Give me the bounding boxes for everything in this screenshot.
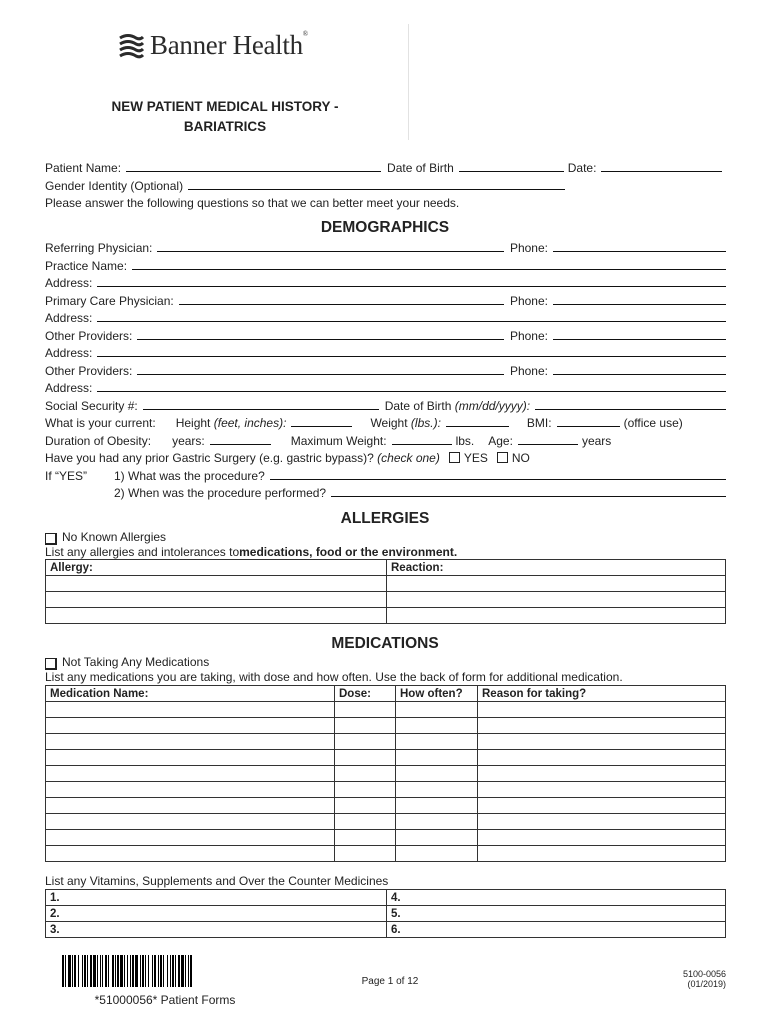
- dose-cell[interactable]: [335, 750, 396, 766]
- patient-name-row: Patient Name: Date of Birth Date:: [45, 159, 726, 175]
- how-often-cell[interactable]: [396, 766, 478, 782]
- obesity-years-field[interactable]: [210, 444, 271, 445]
- other-providers-phone-field[interactable]: [553, 339, 726, 340]
- address-row-1: Address:: [45, 274, 726, 290]
- table-header-row: [46, 686, 726, 702]
- reason-cell[interactable]: [478, 734, 726, 750]
- referring-physician-field[interactable]: [157, 251, 504, 252]
- how-often-cell[interactable]: [396, 798, 478, 814]
- reaction-cell[interactable]: [387, 608, 726, 624]
- obesity-row: Duration of Obesity: years: Maximum Weight: lbs. Age: years: [45, 434, 612, 448]
- medications-instructions: List any medications you are taking, with dose and how often. Use the back of form for additional medication.: [45, 670, 623, 684]
- referring-phone-field[interactable]: [553, 251, 726, 252]
- reason-cell[interactable]: [478, 798, 726, 814]
- no-known-allergies-option[interactable]: No Known Allergies: [45, 528, 726, 544]
- table-row: [46, 814, 726, 830]
- other-providers-phone-field[interactable]: [553, 374, 726, 375]
- vitamin-cell[interactable]: 1.: [46, 890, 387, 906]
- no-checkbox[interactable]: [497, 452, 508, 463]
- table-row: [46, 846, 726, 862]
- height-field[interactable]: [291, 426, 352, 427]
- table-header-row: [46, 560, 726, 576]
- address-field[interactable]: [97, 321, 726, 322]
- address-row-4: Address:: [45, 379, 726, 395]
- yes-option[interactable]: YES: [449, 451, 488, 465]
- medication-name-cell[interactable]: [46, 734, 335, 750]
- current-measurements-row: What is your current: Height (feet, inches): Weight (lbs.): BMI: (office use): [45, 416, 683, 430]
- dose-cell[interactable]: [335, 798, 396, 814]
- reason-cell[interactable]: [478, 782, 726, 798]
- allergy-column-header: Allergy:: [46, 560, 387, 576]
- table-row: [46, 830, 726, 846]
- banner-health-logo-icon: [118, 32, 144, 60]
- other-providers-field[interactable]: [137, 374, 504, 375]
- primary-care-row: Primary Care Physician: Phone:: [45, 292, 726, 308]
- how-often-cell[interactable]: [396, 750, 478, 766]
- gender-identity-row: Gender Identity (Optional): [45, 177, 726, 193]
- medications-table: [45, 685, 726, 862]
- age-field[interactable]: [518, 444, 578, 445]
- how-often-cell[interactable]: [396, 846, 478, 862]
- address-field[interactable]: [97, 286, 726, 287]
- medication-name-column-header: Medication Name:: [46, 686, 335, 702]
- practice-name-field[interactable]: [132, 269, 726, 270]
- primary-care-field[interactable]: [179, 304, 504, 305]
- dose-cell[interactable]: [335, 702, 396, 718]
- allergy-cell[interactable]: [46, 576, 387, 592]
- reaction-cell[interactable]: [387, 576, 726, 592]
- dose-cell[interactable]: [335, 718, 396, 734]
- table-row: [46, 890, 726, 906]
- medications-heading: MEDICATIONS: [331, 635, 439, 652]
- reason-column-header: Reason for taking?: [478, 686, 726, 702]
- referring-physician-row: Referring Physician: Phone:: [45, 239, 726, 255]
- dose-cell[interactable]: [335, 846, 396, 862]
- table-row: [46, 734, 726, 750]
- reason-cell[interactable]: [478, 718, 726, 734]
- date-of-birth-field[interactable]: [459, 171, 564, 172]
- table-row: [46, 906, 726, 922]
- procedure-date-field[interactable]: [331, 496, 726, 497]
- medication-name-cell[interactable]: [46, 750, 335, 766]
- table-row: [46, 798, 726, 814]
- patient-name-field[interactable]: [126, 171, 381, 172]
- date-field[interactable]: [601, 171, 722, 172]
- table-row: [46, 922, 726, 938]
- reason-cell[interactable]: [478, 830, 726, 846]
- ssn-field[interactable]: [143, 409, 379, 410]
- medication-name-cell[interactable]: [46, 718, 335, 734]
- reason-cell[interactable]: [478, 702, 726, 718]
- how-often-cell[interactable]: [396, 734, 478, 750]
- vitamin-cell[interactable]: 6.: [387, 922, 726, 938]
- page-number: Page 1 of 12: [361, 976, 419, 987]
- table-row: [46, 608, 726, 624]
- reason-cell[interactable]: [478, 814, 726, 830]
- no-option[interactable]: NO: [497, 451, 530, 465]
- max-weight-field[interactable]: [392, 444, 452, 445]
- vitamins-label: List any Vitamins, Supplements and Over the Counter Medicines: [45, 874, 389, 888]
- table-row: [46, 766, 726, 782]
- dose-column-header: Dose:: [335, 686, 396, 702]
- header-divider: [408, 24, 409, 140]
- address-field[interactable]: [97, 391, 726, 392]
- vitamins-table: [45, 889, 726, 938]
- how-often-cell[interactable]: [396, 718, 478, 734]
- allergies-instructions: List any allergies and intolerances to medications, food or the environment.: [45, 545, 458, 559]
- other-providers-field[interactable]: [137, 339, 504, 340]
- weight-field[interactable]: [446, 426, 509, 427]
- allergy-cell[interactable]: [46, 592, 387, 608]
- practice-name-row: Practice Name:: [45, 257, 726, 273]
- vitamin-cell[interactable]: 3.: [46, 922, 387, 938]
- primary-care-phone-field[interactable]: [553, 304, 726, 305]
- medication-name-cell[interactable]: [46, 702, 335, 718]
- medication-name-cell[interactable]: [46, 766, 335, 782]
- dose-cell[interactable]: [335, 766, 396, 782]
- ssn-row: Social Security #: Date of Birth (mm/dd/yyyy):: [45, 397, 726, 413]
- table-row: [46, 702, 726, 718]
- dob-field[interactable]: [535, 409, 726, 410]
- procedure-date-row: 2) When was the procedure performed?: [45, 484, 726, 500]
- demographics-heading: DEMOGRAPHICS: [320, 219, 450, 236]
- how-often-cell[interactable]: [396, 814, 478, 830]
- address-row-2: Address:: [45, 309, 726, 325]
- reason-cell[interactable]: [478, 750, 726, 766]
- form-number: 5100-0056 (01/2019): [682, 969, 726, 989]
- table-row: [46, 782, 726, 798]
- form-title: NEW PATIENT MEDICAL HISTORY - BARIATRICS: [111, 99, 339, 134]
- procedure-row: If “YES” 1) What was the procedure?: [45, 467, 726, 483]
- allergies-table: [45, 559, 726, 624]
- medication-name-cell[interactable]: [46, 782, 335, 798]
- dose-cell[interactable]: [335, 734, 396, 750]
- how-often-column-header: How often?: [396, 686, 478, 702]
- reason-cell[interactable]: [478, 766, 726, 782]
- table-row: [46, 576, 726, 592]
- allergies-heading: ALLERGIES: [340, 510, 430, 527]
- procedure-field[interactable]: [270, 479, 726, 480]
- instructions: Please answer the following questions so that we can better meet your needs.: [45, 196, 460, 210]
- address-row-3: Address:: [45, 344, 726, 360]
- not-taking-medications-option[interactable]: Not Taking Any Medications: [45, 653, 726, 669]
- bmi-field[interactable]: [557, 426, 620, 427]
- gender-identity-field[interactable]: [188, 189, 565, 190]
- reaction-cell[interactable]: [387, 592, 726, 608]
- reaction-column-header: Reaction:: [387, 560, 726, 576]
- how-often-cell[interactable]: [396, 830, 478, 846]
- vitamin-cell[interactable]: 4.: [387, 890, 726, 906]
- vitamin-cell[interactable]: 5.: [387, 906, 726, 922]
- dose-cell[interactable]: [335, 782, 396, 798]
- barcode-caption: *51000056* Patient Forms: [94, 993, 236, 1007]
- table-row: [46, 592, 726, 608]
- how-often-cell[interactable]: [396, 702, 478, 718]
- dose-cell[interactable]: [335, 814, 396, 830]
- brand-name: Banner Health®: [150, 30, 308, 60]
- address-field[interactable]: [97, 356, 726, 357]
- prior-surgery-row: Have you had any prior Gastric Surgery (e.g. gastric bypass)? (check one) YES NO: [45, 451, 530, 465]
- dose-cell[interactable]: [335, 830, 396, 846]
- medication-name-cell[interactable]: [46, 814, 335, 830]
- other-providers-row-1: Other Providers: Phone:: [45, 327, 726, 343]
- other-providers-row-2: Other Providers: Phone:: [45, 362, 726, 378]
- how-often-cell[interactable]: [396, 782, 478, 798]
- table-row: [46, 750, 726, 766]
- reason-cell[interactable]: [478, 846, 726, 862]
- allergy-cell[interactable]: [46, 608, 387, 624]
- vitamin-cell[interactable]: 2.: [46, 906, 387, 922]
- table-row: [46, 718, 726, 734]
- yes-checkbox[interactable]: [449, 452, 460, 463]
- medication-name-cell[interactable]: [46, 798, 335, 814]
- barcode: [62, 955, 268, 987]
- banner-health-logo: [118, 30, 308, 61]
- medication-name-cell[interactable]: [46, 846, 335, 862]
- medication-name-cell[interactable]: [46, 830, 335, 846]
